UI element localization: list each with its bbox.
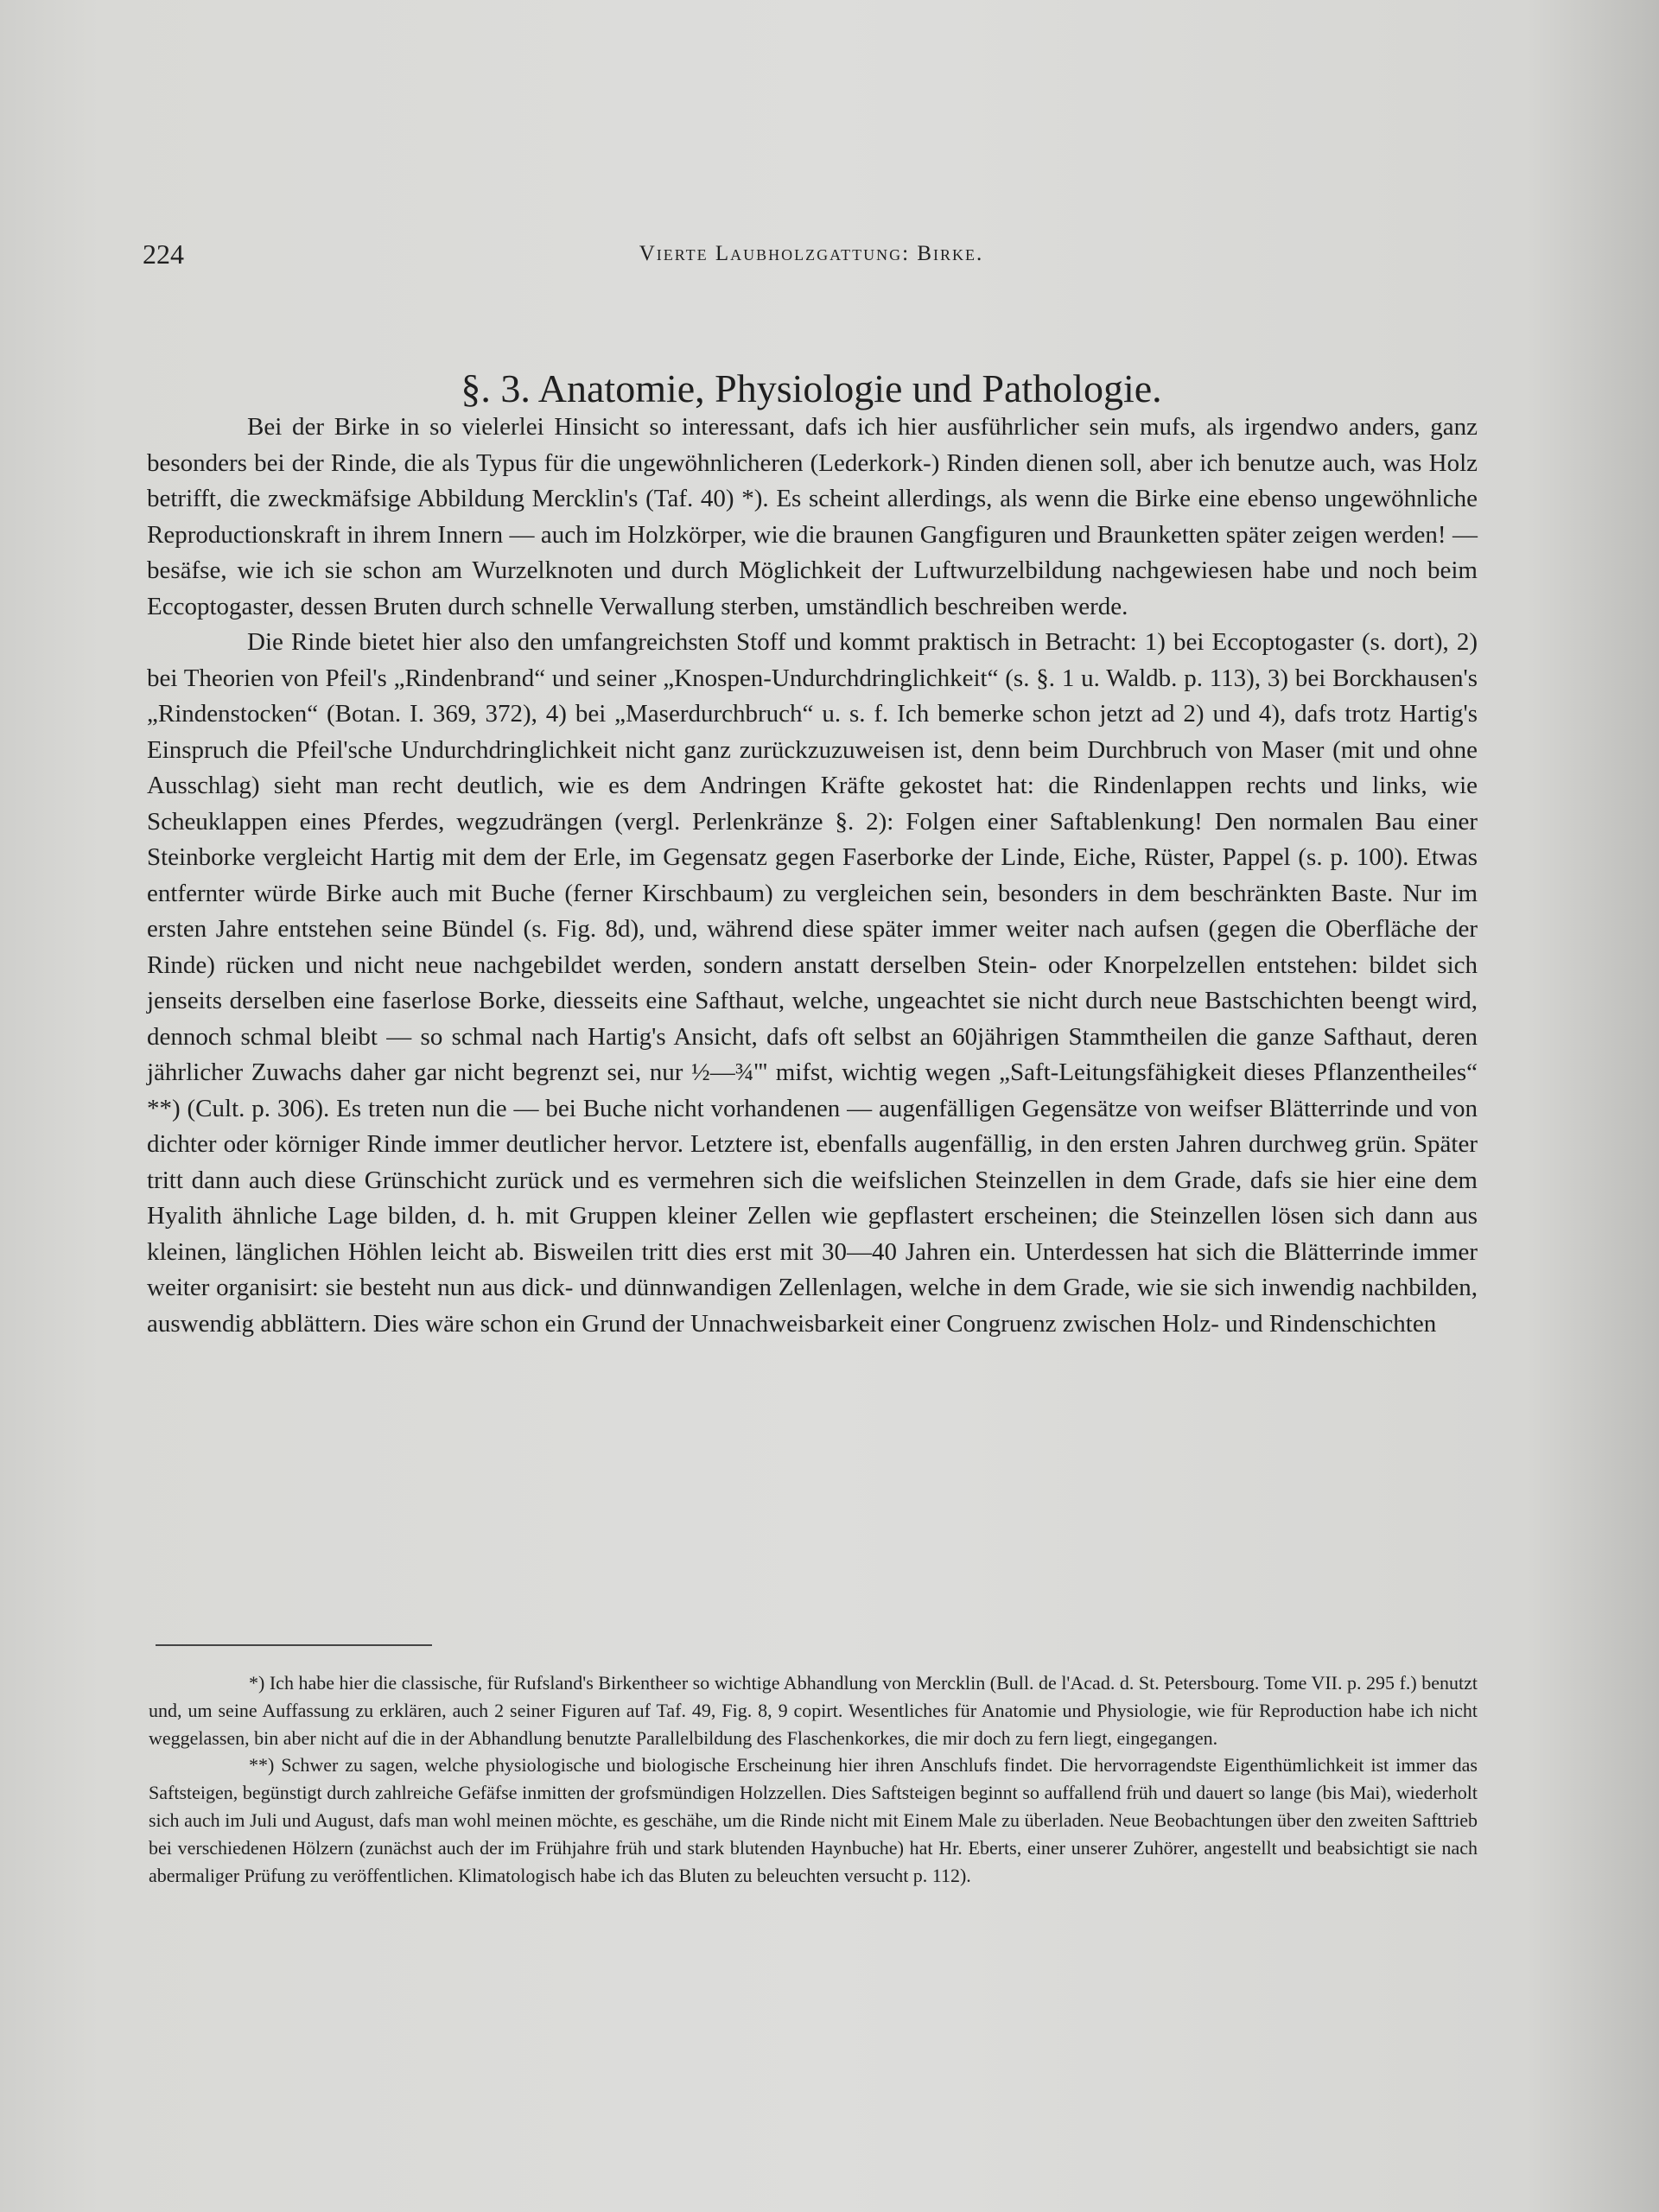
footnote: **) Schwer zu sagen, welche physiologische und biologische Erscheinung hier ihren Anschlufs findet. Die hervorragendste Eigenthümlichkeit ist immer das Saftsteigen, begünstigt durch zahlreiche Gefäfse inmitten der grofsmündigen Holzzellen. Dies Saftsteigen beginnt so auffallend früh und dauert so lange (bis Mai), wiederholt sich auch im Juli und August, dafs man wohl meinen möchte, es geschähe, um die Rinde nicht mit Einem Male zu überladen. Neue Beobachtungen über den zweiten Safttrieb bei verschiedenen Hölzern (zunächst auch der im Frühjahre früh und stark blutenden Haynbuche) hat Hr. Eberts, einer unserer Zuhörer, angestellt und beabsichtigt sie nach abermaliger Prüfung zu veröffentlichen. Klimatologisch habe ich das Bluten zu beleuchten versucht p. 112). bbox=[149, 1754, 1478, 1886]
section-title: §. 3. Anatomie, Physiologie und Pathologie. bbox=[461, 365, 1162, 410]
footnote-divider bbox=[156, 1644, 432, 1646]
page-header bbox=[143, 238, 1480, 273]
paragraph: Bei der Birke in so vielerlei Hinsicht so interessant, dafs ich hier ausführlicher sein mufs, als irgendwo anders, ganz besonders bei der Rinde, die als Typus für die ungewöhnlicheren (Lederkork-) Rinden dienen soll, aber ich benutze auch, was Holz betrifft, die zweckmäfsige Abbildung Mercklin's (Taf. 40) *). Es scheint allerdings, als wenn die Birke eine ebenso ungewöhnliche Reproductionskraft in ihrem Innern — auch im Holzkörper, wie die braunen Gangfiguren und Braunketten später zeigen werden! — besäfse, wie ich sie schon am Wurzelknoten und durch Möglichkeit der Luftwurzelbildung nachgewiesen habe und noch beim Eccoptogaster, dessen Bruten durch schnelle Verwallung sterben, umständlich beschreiben werde. bbox=[147, 413, 1478, 620]
running-head: Vierte Laubholzgattung: Birke. bbox=[639, 242, 984, 265]
footnote: *) Ich habe hier die classische, für Rufsland's Birkentheer so wichtige Abhandlung von Mercklin (Bull. de l'Acad. d. St. Petersbourg. Tome VII. p. 295 f.) benutzt und, um seine Auffassung zu erklären, auch 2 seiner Figuren auf Taf. 49, Fig. 8, 9 copirt. Wesentliches für Anatomie und Physiologie, wie für Reproduction habe ich nicht weggelassen, bin aber nicht auf die in der Abhandlung benutzte Parallelbildung des Flaschenkorkes, die mir doch zu fern liegt, eingegangen. bbox=[149, 1672, 1478, 1749]
footnotes bbox=[149, 1669, 1478, 1889]
body-text bbox=[147, 410, 1478, 1342]
page-number: 224 bbox=[143, 238, 184, 270]
paragraph: Die Rinde bietet hier also den umfangreichsten Stoff und kommt praktisch in Betracht: 1) bei Eccoptogaster (s. dort), 2) bei Theorien von Pfeil's „Rindenbrand“ und seiner „Knospen-Undurchdringlichkeit“ (s. §. 1 u. Waldb. p. 113), 3) bei Borckhausen's „Rindenstocken“ (Botan. I. 369, 372), 4) bei „Maserdurchbruch“ u. s. f. Ich bemerke schon jetzt ad 2) und 4), dafs trotz Hartig's Einspruch die Pfeil'sche Undurchdringlichkeit nicht ganz zurückzuzuweisen ist, denn beim Durchbruch von Maser (mit und ohne Ausschlag) sieht man recht deutlich, wie es dem Andringen Kräfte gekostet hat: die Rindenlappen rechts und links, wie Scheuklappen eines Pferdes, wegzudrängen (vergl. Perlenkränze §. 2): Folgen einer Saftablenkung! Den normalen Bau einer Steinborke vergleicht Hartig mit dem der Erle, im Gegensatz gegen Faserborke der Linde, Eiche, Rüster, Pappel (s. p. 100). Etwas entfernter würde Birke auch mit Buche (ferner Kirschbaum) zu vergleichen sein, besonders in dem beschränkten Baste. Nur im ersten Jahre entstehen seine Bündel (s. Fig. 8d), und, während diese später immer weiter nach aufsen (gegen die Oberfläche der Rinde) rücken und nicht neue nachgebildet werden, sondern anstatt derselben Stein- oder Knorpelzellen entstehen: bildet sich jenseits derselben eine faserlose Borke, diesseits eine Safthaut, welche, ungeachtet sie nicht durch neue Bastschichten beengt wird, dennoch schmal bleibt — so schmal nach Hartig's Ansicht, dafs oft selbst an 60jährigen Stammtheilen die ganze Safthaut, deren jährlicher Zuwachs daher gar nicht begrenzt sei, nur ½—¾''' mifst, wichtig wegen „Saft-Leitungsfähigkeit dieses Pflanzentheiles“ **) (Cult. p. 306). Es treten nun die — bei Buche nicht vorhandenen — augenfälligen Gegensätze von weifser Blätterrinde und von dichter oder körniger Rinde immer deutlicher hervor. Letztere ist, ebenfalls augenfällig, in den ersten Jahren durchweg grün. Später tritt dann auch diese Grünschicht zurück und es vermehren sich die weifslichen Steinzellen in dem Grade, dafs sie hier eine dem Hyalith ähnliche Lage bilden, d. h. mit Gruppen kleiner Zellen wie gepflastert erscheinen; die Steinzellen lösen sich dann aus kleinen, länglichen Höhlen leicht ab. Bisweilen tritt dies erst mit 30—40 Jahren ein. Unterdessen hat sich die Blätterrinde immer weiter organisirt: sie besteht nun aus dick- und dünnwandigen Zellenlagen, welche in dem Grade, wie sie sich inwendig nachbilden, auswendig abblättern. Dies wäre schon ein Grund der Unnachweisbarkeit einer Congruenz zwischen Holz- und Rindenschichten bbox=[147, 628, 1478, 1338]
